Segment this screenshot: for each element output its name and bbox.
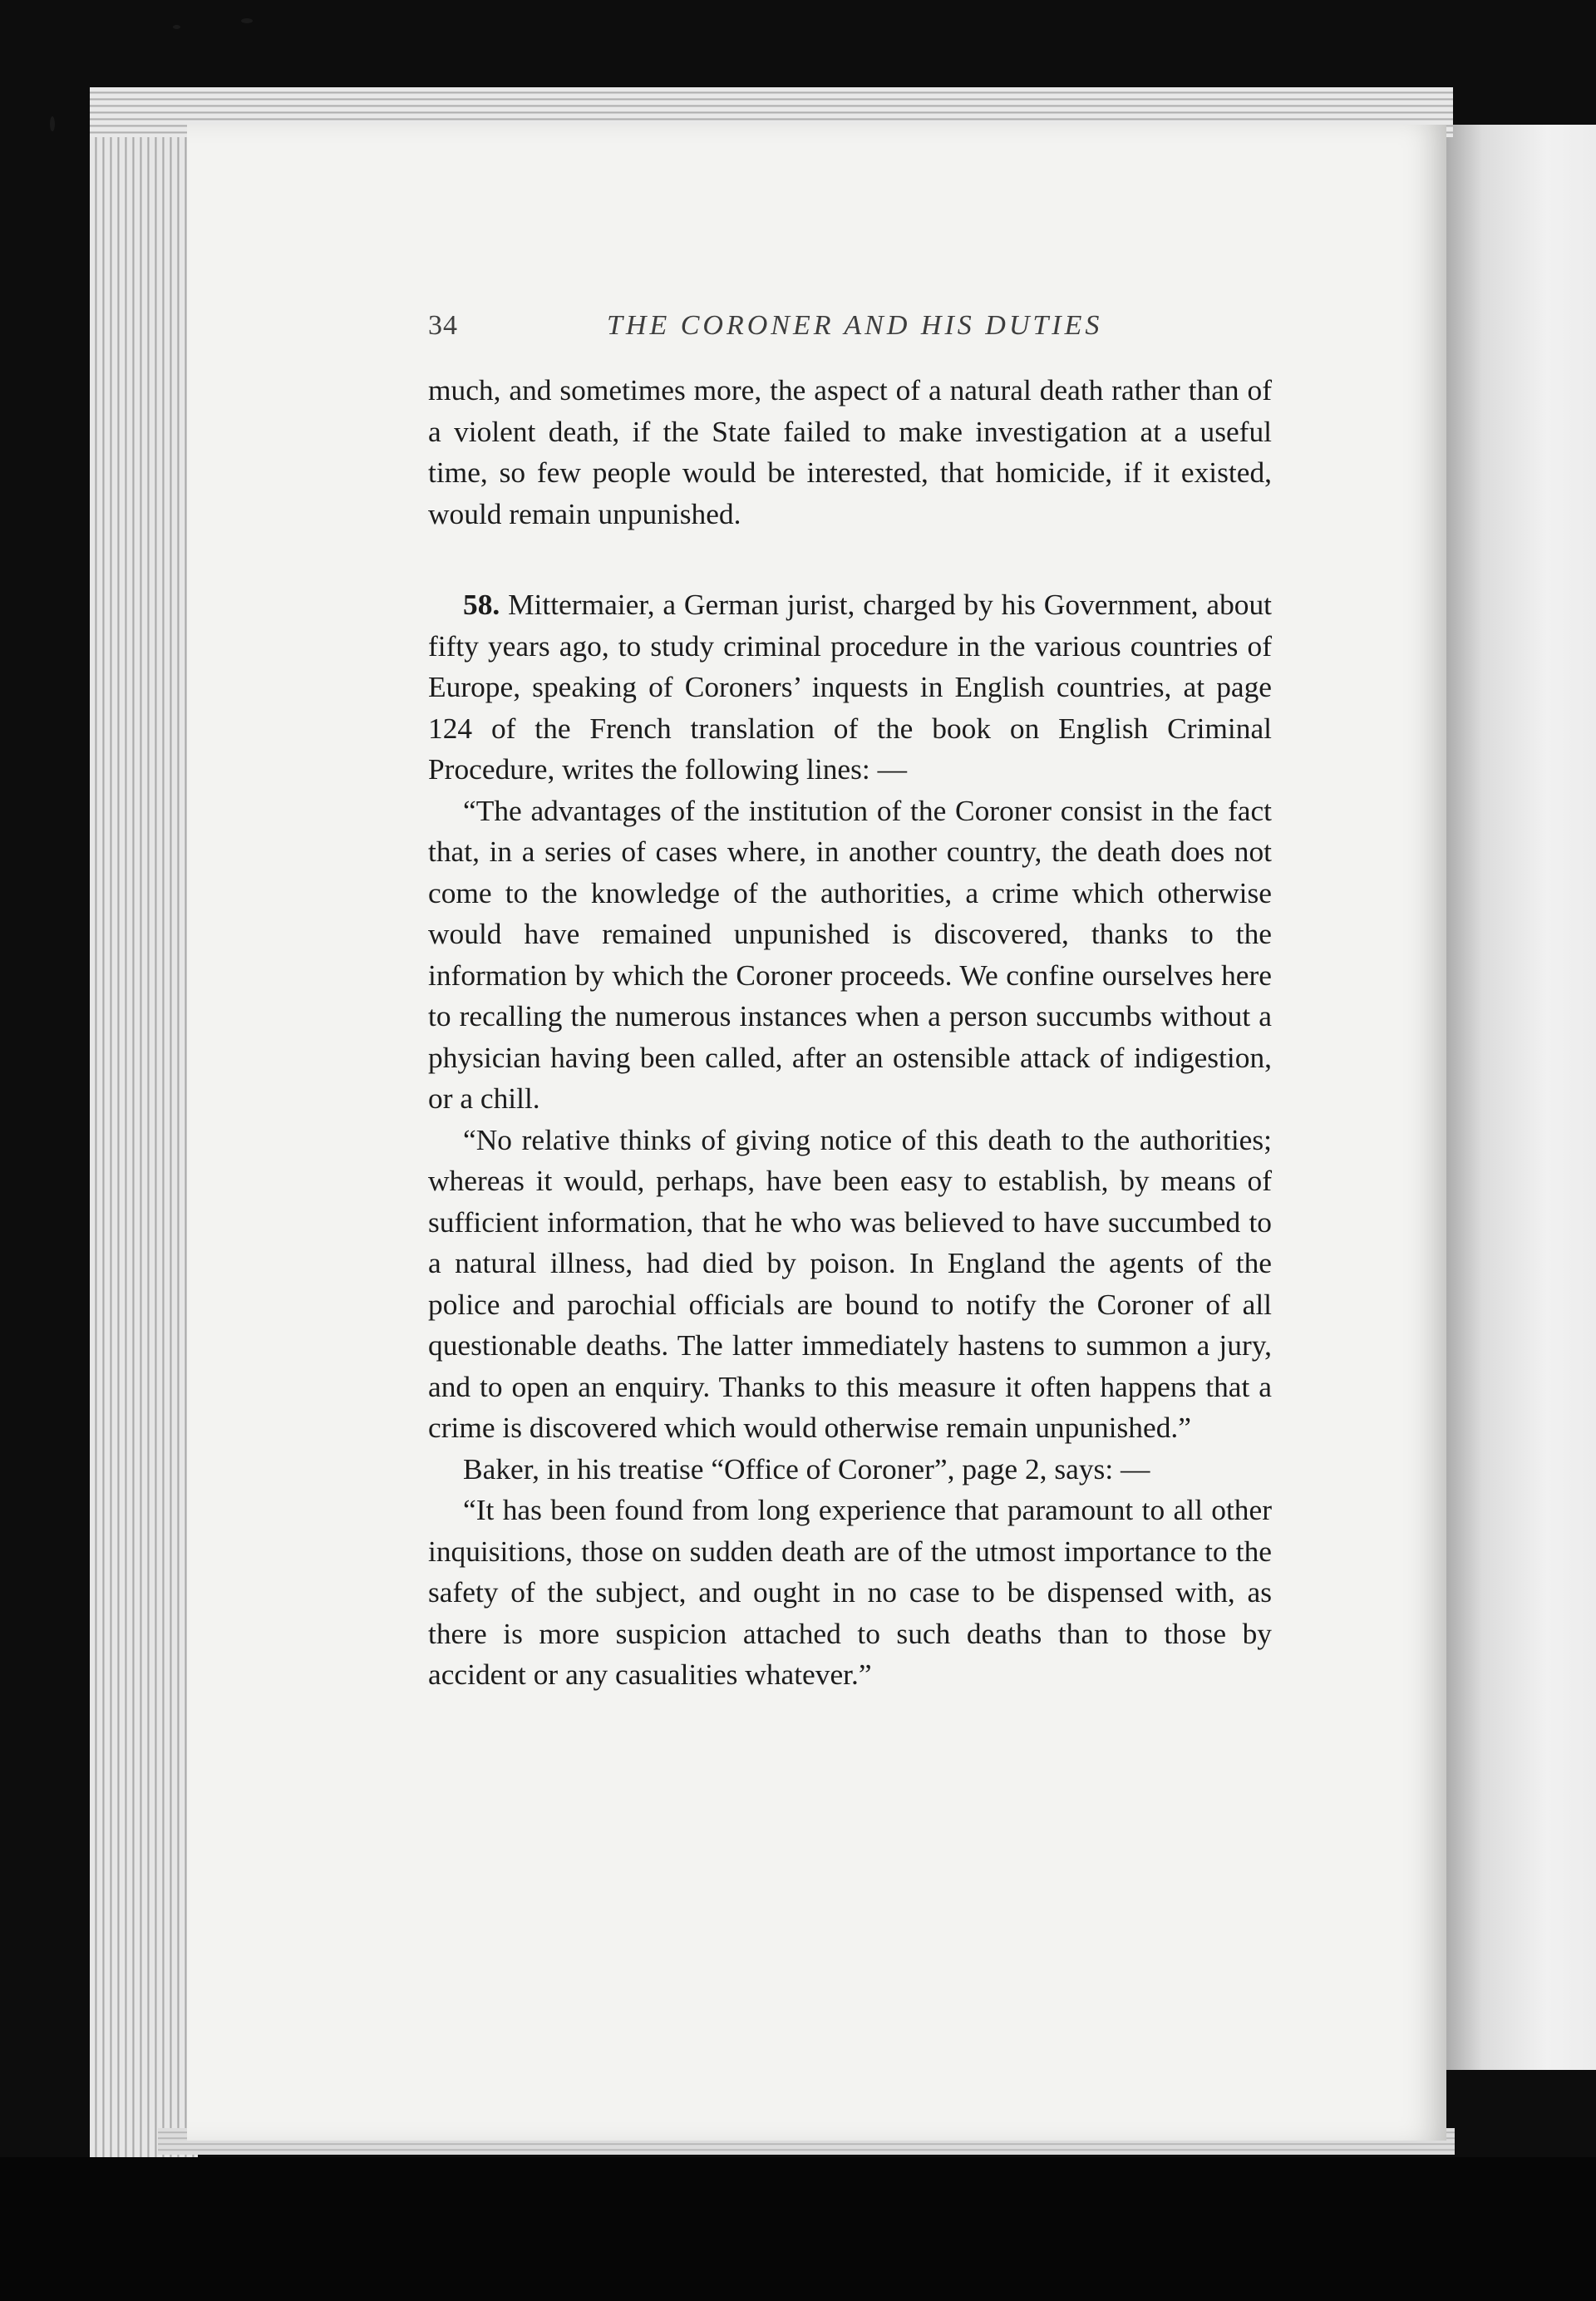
- quote-paragraph: “It has been found from long experience that paramount to all other inquisitions, those on sudden death are of the utmost importance to the safety of the subject, and ought in no case to be dispensed with, as there is more suspicion attached to such deaths than to those by accident or any casualities whatever.”: [428, 1493, 1272, 1691]
- section-number: 58.: [463, 588, 500, 621]
- quote-paragraph: “The advantages of the institution of the Coroner consist in the fact that, in a series of cases where, in another country, the death does not come to the knowledge of the authorities, a crime which otherwise would have remained unpunished is discovered, thanks to the information by which the Coroner proceeds. We confine ourselves here to recalling the numerous instances when a person succumbs without a physician having been called, after an ostensible attack of indigestion, or a chill.: [428, 793, 1272, 1115]
- page-body: [428, 370, 1272, 1696]
- paragraph-section-58: [428, 584, 1272, 791]
- paragraph-continued: much, and sometimes more, the aspect of a natural death rather than of a violent death, if the State failed to make investigation at a useful time, so few people would be interested, that homicide, if it existed, would remain unpunished.: [428, 373, 1272, 530]
- scan-speck: [173, 25, 180, 29]
- running-head: [428, 310, 1276, 360]
- running-head-title: THE CORONER AND HIS DUTIES: [607, 310, 1103, 341]
- scan-speck: [241, 18, 253, 23]
- page-stack-edges-left: [90, 87, 198, 2157]
- paragraph: Baker, in his treatise “Office of Coroner”, page 2, says: —: [463, 1451, 1150, 1486]
- quote-paragraph: “No relative thinks of giving notice of this death to the authorities; whereas it would, perhaps, have been easy to establish, by means of sufficient information, that he who was believed to have succumbed to a natural illness, had died by poison. In England the agents of the police and parochial officials are bound to notify the Coroner of all questionable deaths. The latter immediately hastens to summon a jury, and to open an enquiry. Thanks to this measure it often happens that a crime is discovered which would otherwise remain unpunished.”: [428, 1122, 1272, 1444]
- scan-background-bottom: [0, 2157, 1596, 2301]
- page-number: 34: [428, 310, 458, 341]
- scan-speck: [50, 116, 55, 131]
- paragraph-text: Mittermaier, a German jurist, charged by his Government, about fifty years ago, to study criminal procedure in the various countries of Europe, speaking of Coroners’ inquests in English countries, at page 124 of the French translation of the book on English Criminal Procedure, writes the following lines: —: [428, 588, 1272, 786]
- adjacent-page: [1434, 125, 1596, 2070]
